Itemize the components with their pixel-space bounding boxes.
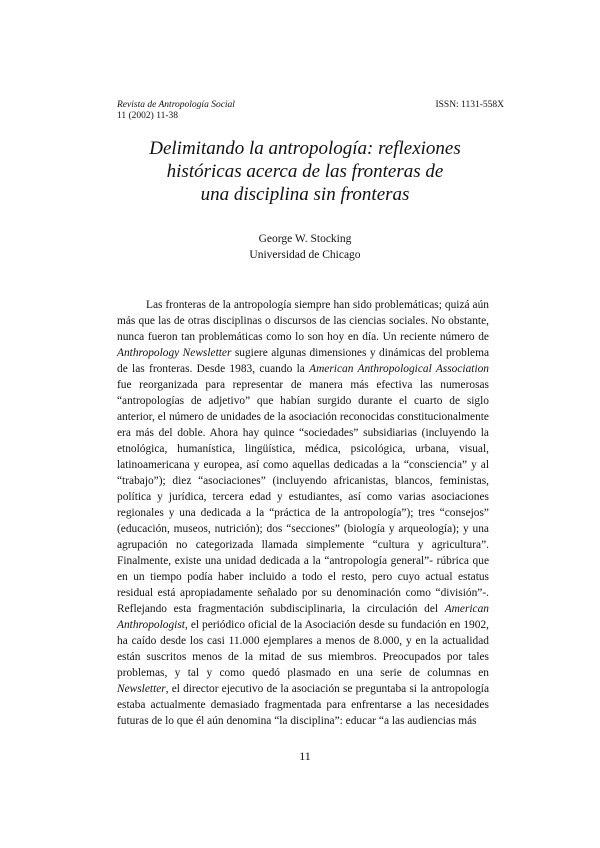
italic-publication: Newsletter <box>117 683 166 695</box>
article-title <box>100 137 510 206</box>
italic-publication: Anthropology Newsletter <box>117 347 232 359</box>
title-line-1: Delimitando la antropología: reflexiones <box>149 138 461 159</box>
text-run: Las fronteras de la antropología siempre han sido problemáticas; quizá aún más que las de otras disciplinas o discursos de las ciencias sociales. No obstante, nunca fueron tan problemáticas como lo son hoy en día. Un reciente número de <box>117 299 489 343</box>
title-line-2: históricas acerca de las fronteras de <box>166 161 444 182</box>
issn-label: ISSN: 1131-558X <box>435 100 504 110</box>
volume-info: 11 (2002) 11-38 <box>117 111 179 121</box>
author-block <box>100 231 510 263</box>
text-run: , el director ejecutivo de la asociación se preguntaba si la antropología estaba actualmente demasiado fragmentada para enfrentarse a las necesidades futuras de lo que él aún denomina “la disciplina”: educar “a las audiencias más <box>117 683 489 727</box>
page-number: 11 <box>299 749 311 763</box>
author-affiliation: Universidad de Chicago <box>249 249 361 261</box>
italic-organization: American Anthropological Association <box>309 363 489 375</box>
title-line-3: una disciplina sin fronteras <box>200 184 410 205</box>
text-run: , el periódico oficial de la Asociación desde su fundación en 1902, ha caído desde los casi 11.000 ejemplares a menos de 8.000, y en la actualidad están suscritos menos de la mitad de sus miembros. Preocupados por tales problemas, y tal y como quedó plasmado en una serie de columnas en <box>117 619 489 679</box>
article-body <box>117 297 489 729</box>
italic-publication: American Anthropologist <box>117 603 489 631</box>
text-run: sugiere algunas dimensiones y dinámicas del problema de las fronteras. Desde 1983, cuando la <box>117 347 490 375</box>
author-name: George W. Stocking <box>258 233 352 245</box>
running-header-left <box>117 100 235 122</box>
journal-name: Revista de Antropología Social <box>117 100 235 110</box>
text-run: fue reorganizada para representar de manera más efectiva las numerosas “antropologías de adjetivo” que habían surgido durante el cuarto de siglo anterior, el número de unidades de la asociación reconocidas constitucionalmente era más del doble. Ahora hay quince “sociedades” subsidiarias (incluyendo la etnológica, humanística, lingüística, médica, psicológica, urbana, visual, latinoamericana y europea, así como aquellas dedicadas a la “consciencia” y al “trabajo”); diez “asociaciones” (incluyendo africanistas, blancos, feministas, política y jurídica, tercera edad y estudiantes, así como varias asociaciones regionales y una dedicada a la “práctica de la antropología”); tres “consejos” (educación, museos, nutrición); dos “secciones” (biología y arqueología); y una agrupación no categorizada llamada simplemente “cultura y agricultura”. Finalmente, existe una unidad dedicada a la “antropología general”- rúbrica que en un tiempo podía haber incluido a todo el resto, pero cuyo actual estatus residual está apropiadamente señalado por su denominación como “división”-. Reflejando esta fragmentación subdisciplinaria, la circulación del <box>117 379 489 615</box>
paragraph-1 <box>117 297 489 729</box>
